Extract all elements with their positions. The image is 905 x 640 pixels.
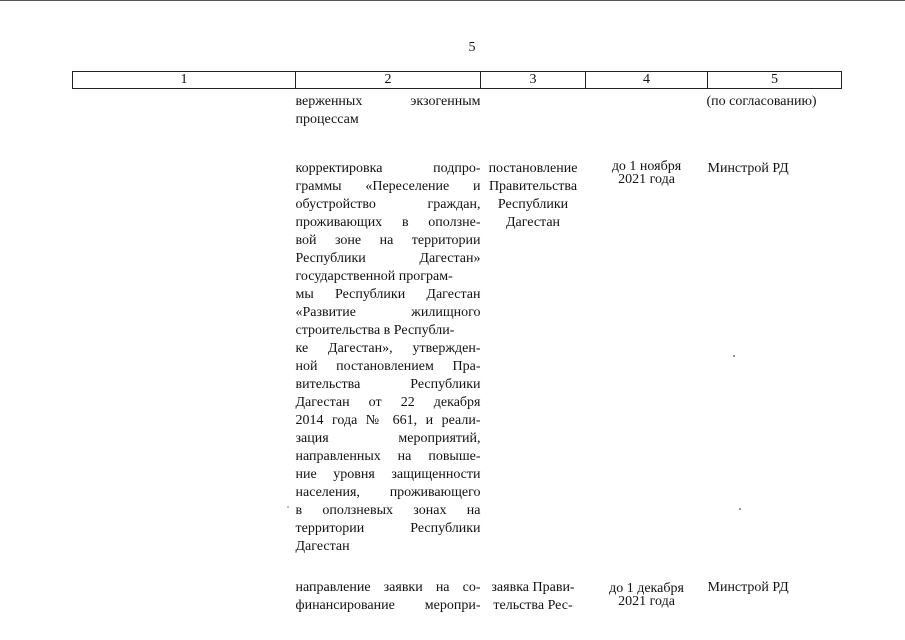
text-line: территории Республики [295,521,481,536]
page-number: 5 [468,40,476,55]
deadline-line: до 1 ноября [611,159,682,174]
deadline-line: 2021 года [618,594,675,609]
text-line: 2014 года № 661, и реали- [295,413,481,428]
row2-col2 [296,160,481,556]
text-line: Республики [497,197,569,212]
header-col-1: 1 [73,72,296,89]
row3-col1 [73,579,296,615]
table-row [73,579,842,615]
responsible-executor: Минстрой РД [707,580,789,595]
text-line: ке Дагестан», утвержден- [295,341,481,356]
text-line: государственной програм- [295,269,453,284]
row2-col1 [73,160,296,556]
header-col-4: 4 [586,72,708,89]
row2-col4 [586,160,708,556]
text-line: строительства в Республи- [295,323,455,338]
text-line: населения, проживающего [295,485,481,500]
row1-col1 [73,93,296,129]
measures-table [72,71,842,615]
text-line: процессам [295,112,359,127]
scan-speck [733,355,735,357]
text-line: верженных экзогенным [295,94,481,109]
text-line: ние уровня защищенности [295,467,481,482]
text-line: постановление [488,161,578,176]
text-line: Дагестан от 22 декабря [295,395,481,410]
text-line: проживающих в оползне- [295,215,481,230]
header-col-3: 3 [481,72,586,89]
text-line: тельства Рес- [493,598,573,613]
text-line: Дагестан [295,539,350,554]
deadline-line: 2021 года [618,172,675,187]
page-top-edge [0,0,905,1]
text-line: ной постановлением Пра- [295,359,481,374]
row1-col3 [481,93,586,129]
text-line: финансирование меропри- [295,598,481,613]
row3-col3 [481,579,586,615]
text-line: корректировка подпро- [295,161,481,176]
text-line: мы Республики Дагестан [295,287,481,302]
header-col-5: 5 [708,72,842,89]
text-line: обустройство граждан, [295,197,481,212]
responsible-executor: Минстрой РД [707,161,789,176]
text-line: направление заявки на со- [295,580,481,595]
row3-col2 [296,579,481,615]
text-line: направленных на повыше- [295,449,481,464]
text-line: вой зоне на территории [295,233,481,248]
table-row [73,160,842,556]
row3-col5 [708,579,842,615]
header-col-2: 2 [296,72,481,89]
text-line: заявка Прави- [491,580,575,595]
row1-col4 [586,93,708,129]
deadline-line: до 1 декабря [609,581,684,596]
row2-col5 [708,160,842,556]
text-line: граммы «Переселение и [295,179,481,194]
text-line: «Развитие жилищного [295,305,481,320]
text-line: вительства Республики [295,377,481,392]
row3-col4 [586,579,708,615]
header-row [73,72,842,89]
row1-col2 [296,93,481,129]
row1-col5 [708,93,842,129]
table-row [73,93,842,129]
text-line: в оползневых зонах на [295,503,481,518]
text-line: Республики Дагестан» [295,251,481,266]
text-line: Дагестан [505,215,561,230]
scan-speck [287,506,289,508]
row2-col3 [481,160,586,556]
text-line: зация мероприятий, [295,431,481,446]
responsible-note: (по согласованию) [706,94,817,109]
text-line: Правительства [488,179,578,194]
scan-speck [739,508,741,510]
